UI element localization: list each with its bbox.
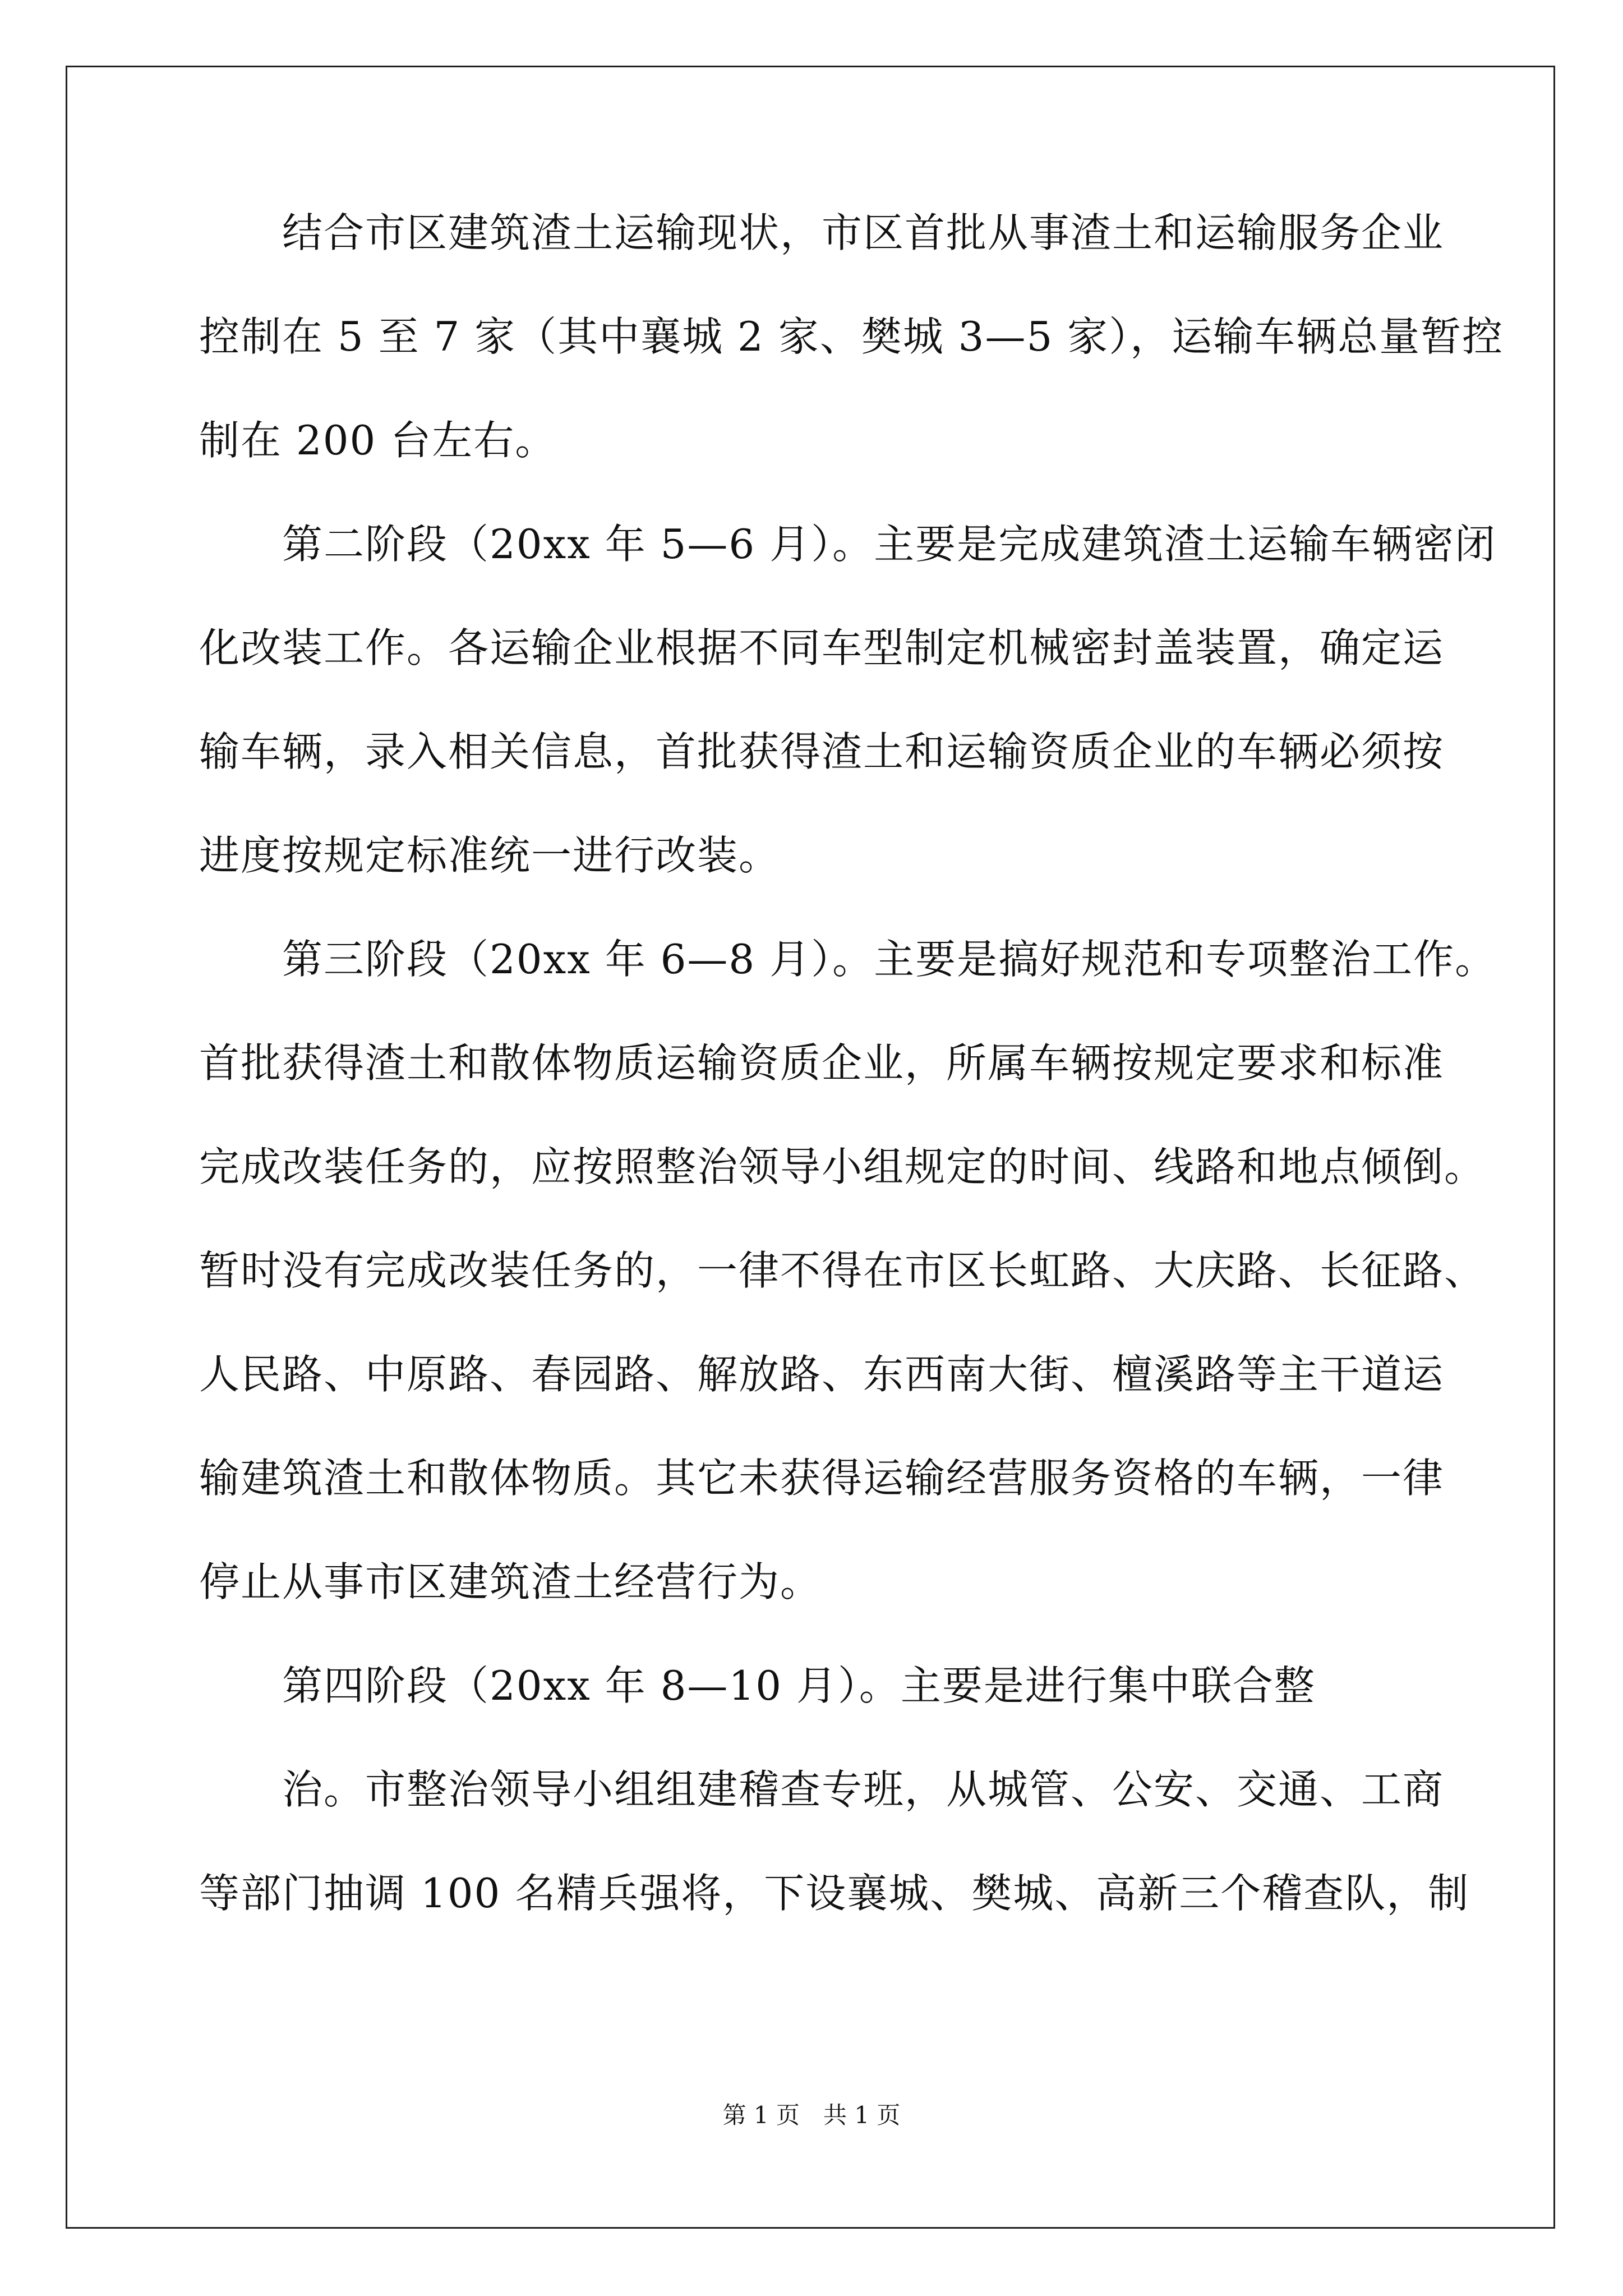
text-line: 制在 200 台左右。: [199, 417, 557, 464]
text-line: 首批获得渣土和散体物质运输资质企业，所属车辆按规定要求和标准: [199, 1039, 1445, 1087]
text-line: 等部门抽调 100 名精兵强将，下设襄城、樊城、高新三个稽查队，制: [199, 1870, 1470, 1917]
text-line: 控制在 5 至 7 家（其中襄城 2 家、樊城 3—5 家），运输车辆总量暂控: [199, 313, 1504, 360]
text-line: 完成改装任务的，应按照整治领导小组规定的时间、线路和地点倾倒。: [199, 1143, 1486, 1190]
page-footer: 第 1 页 共 1 页: [722, 2101, 901, 2129]
text-line: 第二阶段（20xx 年 5—6 月）。主要是完成建筑渣土运输车辆密闭: [199, 521, 1497, 568]
text-line: 输建筑渣土和散体物质。其它未获得运输经营服务资格的车辆，一律: [199, 1455, 1445, 1502]
text-line: 人民路、中原路、春园路、解放路、东西南大街、檀溪路等主干道运: [199, 1351, 1445, 1398]
text-line: 化改装工作。各运输企业根据不同车型制定机械密封盖装置，确定运: [199, 624, 1445, 671]
text-line: 结合市区建筑渣土运输现状，市区首批从事渣土和运输服务企业: [199, 209, 1445, 256]
text-line: 暂时没有完成改装任务的，一律不得在市区长虹路、大庆路、长征路、: [199, 1247, 1486, 1294]
text-line: 第四阶段（20xx 年 8—10 月）。主要是进行集中联合整: [199, 1662, 1316, 1709]
text-line: 停止从事市区建筑渣土经营行为。: [199, 1558, 822, 1605]
text-line: 进度按规定标准统一进行改装。: [199, 832, 781, 879]
text-line: 输车辆，录入相关信息，首批获得渣土和运输资质企业的车辆必须按: [199, 728, 1445, 775]
text-line: 治。市整治领导小组组建稽查专班，从城管、公安、交通、工商: [199, 1766, 1445, 1813]
text-line: 第三阶段（20xx 年 6—8 月）。主要是搞好规范和专项整治工作。: [199, 936, 1497, 983]
